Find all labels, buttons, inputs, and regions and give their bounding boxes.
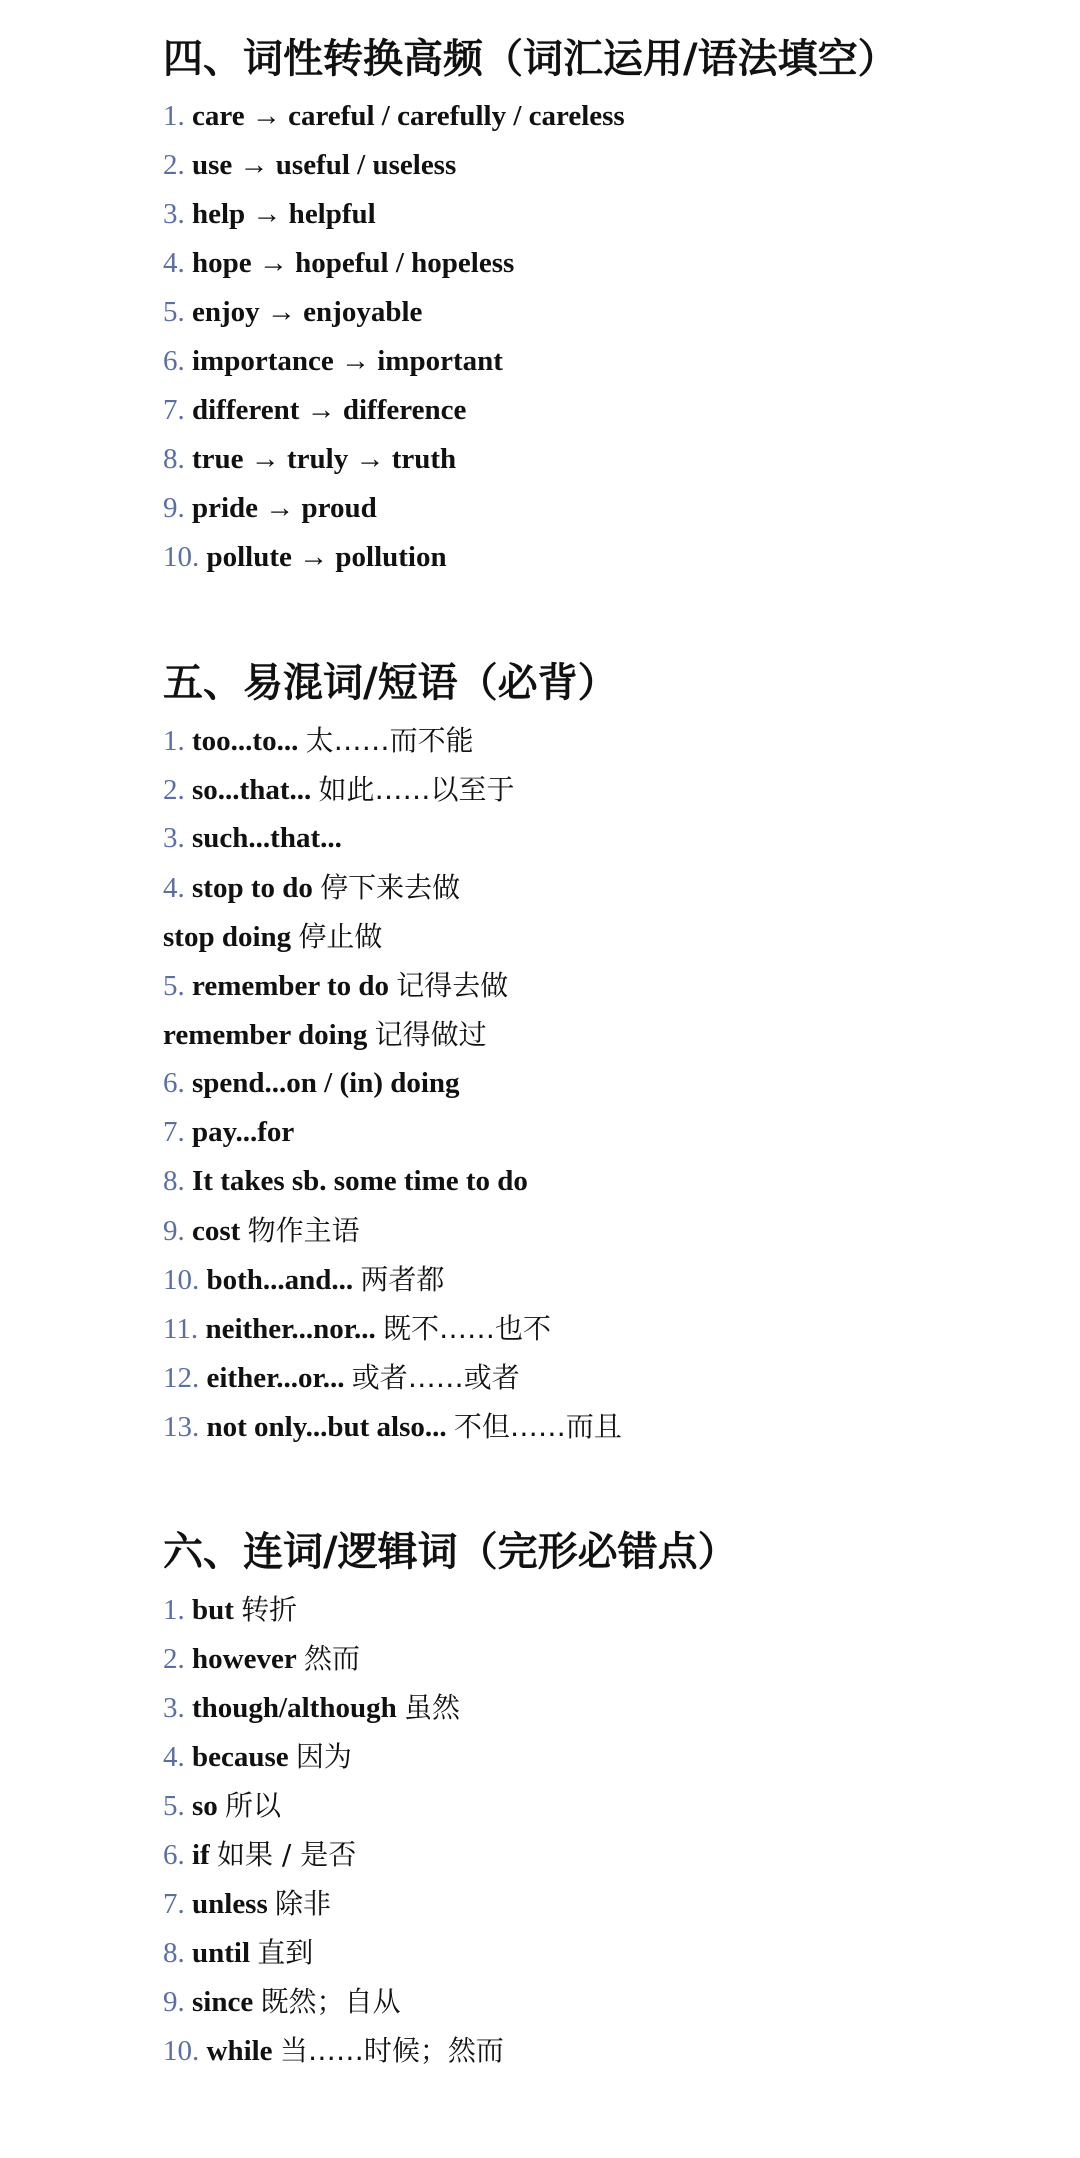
item-term: care → careful / carefully / careless bbox=[192, 100, 625, 132]
item-meaning: 或者……或者 bbox=[351, 1361, 520, 1394]
item-number: 9. bbox=[163, 492, 185, 524]
item-term: spend...on / (in) doing bbox=[192, 1067, 460, 1099]
phrase-list bbox=[163, 716, 1043, 1451]
section-conjunctions bbox=[163, 1527, 1043, 2075]
list-item bbox=[163, 1255, 1043, 1304]
list-item bbox=[163, 814, 1043, 863]
item-term: too...to... bbox=[192, 725, 299, 757]
list-item bbox=[163, 288, 1043, 337]
item-term: It takes sb. some time to do bbox=[192, 1165, 528, 1197]
item-number: 13. bbox=[163, 1411, 200, 1443]
item-number: 1. bbox=[163, 100, 185, 132]
item-number: 4. bbox=[163, 1741, 185, 1773]
item-term: enjoy → enjoyable bbox=[192, 296, 423, 328]
item-number: 9. bbox=[163, 1215, 185, 1247]
item-meaning: 直到 bbox=[257, 1936, 314, 1969]
word-form-list bbox=[163, 92, 1043, 582]
item-number: 1. bbox=[163, 1594, 185, 1626]
item-term: not only...but also... bbox=[206, 1411, 447, 1443]
item-meaning: 停止做 bbox=[298, 920, 383, 953]
list-item bbox=[163, 190, 1043, 239]
list-item bbox=[163, 484, 1043, 533]
list-item bbox=[163, 1108, 1043, 1157]
list-item bbox=[163, 1585, 1043, 1634]
item-number: 3. bbox=[163, 822, 185, 854]
item-meaning: 除非 bbox=[275, 1887, 332, 1920]
document-page bbox=[163, 34, 1043, 2075]
item-term: pay...for bbox=[192, 1116, 295, 1148]
item-term: cost bbox=[192, 1215, 241, 1247]
item-meaning: 记得做过 bbox=[374, 1018, 487, 1051]
section-heading: 四、词性转换高频（词汇运用/语法填空） bbox=[163, 36, 898, 82]
list-item bbox=[163, 1732, 1043, 1781]
item-number: 5. bbox=[163, 1790, 185, 1822]
item-meaning: 因为 bbox=[295, 1740, 352, 1773]
item-number: 3. bbox=[163, 198, 185, 230]
item-number: 8. bbox=[163, 443, 185, 475]
item-number: 4. bbox=[163, 247, 185, 279]
item-term: but bbox=[192, 1594, 234, 1626]
item-number: 6. bbox=[163, 1067, 185, 1099]
item-number: 9. bbox=[163, 1986, 185, 2018]
item-number: 11. bbox=[163, 1313, 199, 1345]
item-term: use → useful / useless bbox=[192, 149, 457, 181]
item-term: pollute → pollution bbox=[206, 541, 447, 573]
list-item bbox=[163, 863, 1043, 912]
item-number: 10. bbox=[163, 1264, 200, 1296]
item-term: true → truly → truth bbox=[192, 443, 457, 475]
item-number: 10. bbox=[163, 541, 200, 573]
list-item bbox=[163, 1010, 1043, 1059]
item-term: remember doing bbox=[163, 1019, 368, 1051]
item-number: 3. bbox=[163, 1692, 185, 1724]
item-meaning: 然而 bbox=[303, 1642, 360, 1675]
item-number: 2. bbox=[163, 774, 185, 806]
item-term: pride → proud bbox=[192, 492, 377, 524]
item-meaning: 记得去做 bbox=[396, 969, 509, 1002]
item-number: 8. bbox=[163, 1937, 185, 1969]
list-item bbox=[163, 435, 1043, 484]
item-term: importance → important bbox=[192, 345, 503, 377]
item-term: so...that... bbox=[192, 774, 312, 806]
list-item bbox=[163, 1977, 1043, 2026]
section-confusing-phrases bbox=[163, 658, 1043, 1451]
item-meaning: 转折 bbox=[241, 1593, 298, 1626]
item-number: 7. bbox=[163, 394, 185, 426]
item-meaning: 所以 bbox=[225, 1789, 282, 1822]
item-term: unless bbox=[192, 1888, 268, 1920]
list-item bbox=[163, 912, 1043, 961]
list-item bbox=[163, 1402, 1043, 1451]
item-meaning: 如此……以至于 bbox=[318, 773, 515, 806]
list-item bbox=[163, 1781, 1043, 1830]
item-term: since bbox=[192, 1986, 254, 2018]
list-item bbox=[163, 1304, 1043, 1353]
list-item bbox=[163, 337, 1043, 386]
item-term: so bbox=[192, 1790, 218, 1822]
item-number: 4. bbox=[163, 872, 185, 904]
list-item bbox=[163, 533, 1043, 582]
item-term: different → difference bbox=[192, 394, 467, 426]
list-item bbox=[163, 239, 1043, 288]
list-item bbox=[163, 1059, 1043, 1108]
item-term: while bbox=[206, 2035, 273, 2067]
list-item bbox=[163, 141, 1043, 190]
section-heading: 六、连词/逻辑词（完形必错点） bbox=[163, 1529, 738, 1575]
list-item bbox=[163, 716, 1043, 765]
item-term: neither...nor... bbox=[205, 1313, 376, 1345]
list-item bbox=[163, 1353, 1043, 1402]
item-meaning: 太……而不能 bbox=[305, 724, 474, 757]
item-term: hope → hopeful / hopeless bbox=[192, 247, 515, 279]
item-term: either...or... bbox=[206, 1362, 345, 1394]
item-number: 5. bbox=[163, 296, 185, 328]
item-term: stop doing bbox=[163, 921, 292, 953]
item-term: until bbox=[192, 1937, 251, 1969]
item-number: 6. bbox=[163, 345, 185, 377]
list-item bbox=[163, 1634, 1043, 1683]
item-term: remember to do bbox=[192, 970, 390, 1002]
item-meaning: 两者都 bbox=[360, 1263, 445, 1296]
item-number: 2. bbox=[163, 149, 185, 181]
item-number: 10. bbox=[163, 2035, 200, 2067]
list-item bbox=[163, 1206, 1043, 1255]
item-term: though/although bbox=[192, 1692, 397, 1724]
item-meaning: 虽然 bbox=[403, 1691, 460, 1724]
item-number: 5. bbox=[163, 970, 185, 1002]
item-number: 8. bbox=[163, 1165, 185, 1197]
item-number: 2. bbox=[163, 1643, 185, 1675]
list-item bbox=[163, 1683, 1043, 1732]
item-number: 1. bbox=[163, 725, 185, 757]
item-term: if bbox=[192, 1839, 210, 1871]
item-meaning: 既然；自从 bbox=[260, 1985, 401, 2018]
item-meaning: 不但……而且 bbox=[453, 1410, 622, 1443]
item-meaning: 如果 / 是否 bbox=[216, 1838, 357, 1871]
item-meaning: 物作主语 bbox=[247, 1214, 360, 1247]
section-heading: 五、易混词/短语（必背） bbox=[163, 660, 618, 706]
item-term: because bbox=[192, 1741, 289, 1773]
item-term: help → helpful bbox=[192, 198, 376, 230]
item-number: 7. bbox=[163, 1116, 185, 1148]
list-item bbox=[163, 765, 1043, 814]
list-item bbox=[163, 386, 1043, 435]
item-term: both...and... bbox=[206, 1264, 354, 1296]
item-number: 6. bbox=[163, 1839, 185, 1871]
section-word-forms bbox=[163, 34, 1043, 582]
item-meaning: 当……时候；然而 bbox=[279, 2034, 504, 2067]
list-item bbox=[163, 1928, 1043, 1977]
item-meaning: 既不……也不 bbox=[382, 1312, 551, 1345]
item-term: however bbox=[192, 1643, 297, 1675]
item-meaning: 停下来去做 bbox=[320, 871, 461, 904]
list-item bbox=[163, 2026, 1043, 2075]
list-item bbox=[163, 961, 1043, 1010]
list-item bbox=[163, 1157, 1043, 1206]
list-item bbox=[163, 1879, 1043, 1928]
item-number: 12. bbox=[163, 1362, 200, 1394]
conjunction-list bbox=[163, 1585, 1043, 2075]
list-item bbox=[163, 1830, 1043, 1879]
item-number: 7. bbox=[163, 1888, 185, 1920]
item-term: stop to do bbox=[192, 872, 313, 904]
list-item bbox=[163, 92, 1043, 141]
item-term: such...that... bbox=[192, 822, 342, 854]
